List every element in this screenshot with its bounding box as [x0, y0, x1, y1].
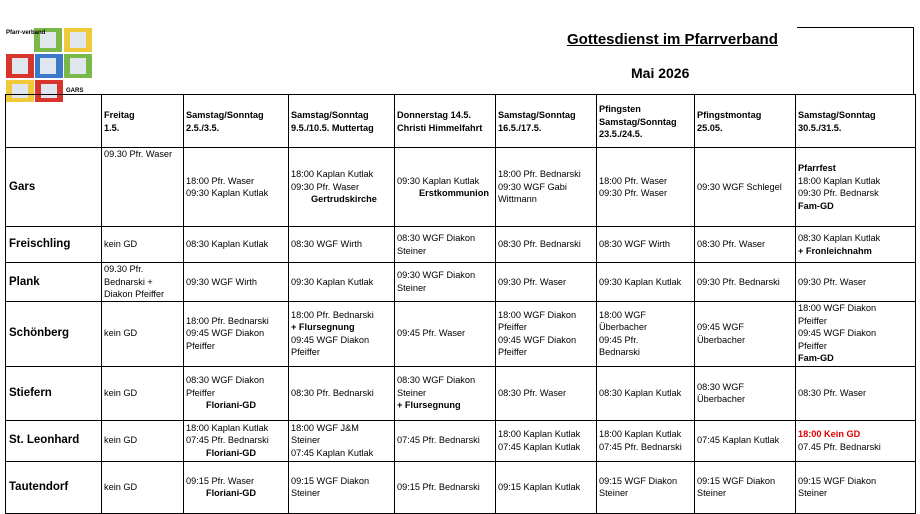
- column-header: [102, 95, 184, 148]
- service-line: 18:00 Pfr. Bednarski: [291, 309, 374, 320]
- service-line: 07:45 Kaplan Kutlak: [291, 447, 374, 458]
- column-header: [289, 95, 395, 148]
- service-line: Pfeiffer: [186, 340, 215, 351]
- service-line: Bednarski +: [104, 276, 153, 287]
- column-header-line: Samstag/Sonntag: [186, 110, 264, 120]
- service-line: 09:15 WGF Diakon: [291, 475, 370, 486]
- service-line: 07:45 Kaplan Kutlak: [498, 441, 581, 452]
- service-line: Steiner: [397, 245, 427, 256]
- service-line: Pfeiffer: [498, 322, 527, 332]
- service-cell: [597, 227, 695, 263]
- service-cell: [695, 263, 796, 302]
- service-line: 09:30 Kaplan Kutlak: [291, 276, 374, 287]
- service-line: 18:00 WGF Diakon: [798, 303, 877, 314]
- column-header-line: 30.5./31.5.: [798, 122, 842, 133]
- parish-name: Tautendorf: [6, 461, 102, 513]
- service-line: Überbacher: [599, 322, 648, 332]
- column-header-line: Pfingsten: [599, 104, 641, 114]
- svg-text:GARS: GARS: [66, 88, 84, 94]
- service-line: 09.30 Pfr.: [104, 264, 144, 274]
- service-cell: [395, 461, 496, 513]
- service-line: 07:45 Kaplan Kutlak: [697, 435, 780, 446]
- service-line: Pfeiffer: [291, 347, 320, 357]
- service-line: 18:00 Kaplan Kutlak: [599, 429, 682, 439]
- service-line: Gertrudskirche: [311, 194, 377, 205]
- document-title: Gottesdienst im Pfarrverband: [567, 31, 778, 48]
- service-cell: [102, 227, 184, 263]
- service-line: 09:15 Kaplan Kutlak: [498, 481, 581, 492]
- service-line: Pfeiffer: [498, 347, 527, 357]
- service-cell: [102, 301, 184, 366]
- table-row: [6, 461, 916, 513]
- service-line: 09:30 Pfr. Bednarsk: [798, 188, 879, 198]
- service-line: 09:30 Kaplan Kutlak: [186, 188, 269, 198]
- service-line: 18:00 Pfr. Bednarski: [498, 169, 581, 180]
- service-line: 09:15 WGF Diakon: [798, 475, 877, 486]
- table-row: [6, 263, 916, 302]
- table-row: [6, 148, 916, 227]
- service-line: + Flursegnung: [397, 400, 461, 411]
- service-line: 18:00 Pfr. Waser: [186, 175, 255, 186]
- service-cell: [184, 227, 289, 263]
- service-cell: [695, 301, 796, 366]
- table-row: [6, 301, 916, 366]
- service-cell: [395, 227, 496, 263]
- service-line: 09:30 WGF Diakon: [397, 270, 476, 281]
- service-line: 08:30 WGF Diakon: [397, 375, 476, 386]
- service-line: Fam-GD: [798, 200, 834, 211]
- service-cell: [796, 263, 916, 302]
- service-line: + Flursegnung: [291, 322, 355, 332]
- service-line: 08:30 Pfr. Waser: [798, 387, 867, 398]
- service-cell: [289, 148, 395, 227]
- service-cell: [796, 366, 916, 420]
- service-line: 09:30 Pfr. Waser: [498, 276, 567, 287]
- service-line: Floriani-GD: [206, 447, 257, 458]
- schedule-table: [5, 94, 916, 514]
- service-line: 08:30 Pfr. Bednarski: [291, 387, 374, 398]
- service-line: 18:00 Pfr. Waser: [599, 175, 668, 186]
- service-line: Pfeiffer: [798, 315, 827, 326]
- service-cell: [395, 301, 496, 366]
- service-line: Pfeiffer: [798, 340, 827, 351]
- service-cell: [395, 420, 496, 461]
- service-line: kein GD: [104, 239, 138, 250]
- service-cell: [289, 301, 395, 366]
- column-header-line: Samstag/Sonntag: [798, 110, 876, 120]
- service-line: 18:00 WGF: [599, 309, 646, 320]
- service-cell: [184, 263, 289, 302]
- column-header-line: Pfingstmontag: [697, 110, 762, 120]
- service-line: Steiner: [291, 435, 321, 446]
- parish-name: Plank: [6, 263, 102, 302]
- service-line: kein GD: [104, 481, 138, 492]
- service-line: Steiner: [798, 488, 828, 498]
- column-header-line: Samstag/Sonntag: [291, 110, 369, 120]
- service-cell: [289, 263, 395, 302]
- parish-name: Stiefern: [6, 366, 102, 420]
- service-cell: [597, 366, 695, 420]
- service-line: 07:45 Pfr. Bednarski: [599, 441, 682, 452]
- service-cell: [184, 301, 289, 366]
- header-rule: [797, 27, 914, 28]
- service-cell: [184, 461, 289, 513]
- service-line: 08:30 Pfr. Bednarski: [498, 239, 581, 250]
- service-line: kein GD: [104, 435, 138, 446]
- pfarrverband-logo: [4, 26, 94, 104]
- service-line: Diakon Pfeiffer: [104, 289, 165, 299]
- column-header-line: 2.5./3.5.: [186, 122, 220, 133]
- column-header: [597, 95, 695, 148]
- service-line: 08:30 Kaplan Kutlak: [798, 233, 881, 243]
- column-header-line: Freitag: [104, 110, 135, 120]
- service-line: 09.30 Pfr. Waser: [104, 149, 173, 159]
- service-line: 08:30 Pfr. Waser: [498, 387, 567, 398]
- service-line: 07:45 Pfr. Bednarski: [186, 435, 269, 446]
- service-line: Wittmann: [498, 194, 537, 205]
- service-cell: [395, 148, 496, 227]
- service-line: Floriani-GD: [206, 488, 257, 498]
- service-cell: [102, 461, 184, 513]
- column-header: [184, 95, 289, 148]
- service-cell: [184, 420, 289, 461]
- table-row: [6, 366, 916, 420]
- service-line: Fam-GD: [798, 353, 834, 364]
- column-header-line: Donnerstag 14.5.: [397, 110, 472, 120]
- service-cell: [796, 148, 916, 227]
- service-line: 09:45 WGF Diakon: [186, 328, 265, 339]
- service-line: 18:00 Kaplan Kutlak: [798, 175, 881, 186]
- column-header-line: 23.5./24.5.: [599, 129, 643, 139]
- column-header-line: 1.5.: [104, 122, 120, 133]
- service-line: 09:30 Pfr. Waser: [798, 276, 867, 287]
- service-line: 09:30 Pfr. Bednarski: [697, 276, 780, 287]
- service-line: 18:00 WGF J&M: [291, 422, 359, 433]
- parish-name: St. Leonhard: [6, 420, 102, 461]
- service-cell: [289, 227, 395, 263]
- service-line: 09:30 Kaplan Kutlak: [599, 276, 682, 287]
- service-line: 18:00 Kaplan Kutlak: [291, 169, 374, 180]
- service-line: 08:30 Kaplan Kutlak: [186, 239, 269, 250]
- service-line: 09:30 WGF Gabi: [498, 181, 567, 192]
- service-cell: [496, 301, 597, 366]
- table-row: [6, 420, 916, 461]
- service-cell: [496, 263, 597, 302]
- service-cell: [184, 148, 289, 227]
- service-cell: [695, 148, 796, 227]
- service-line: 08:30 WGF Wirth: [599, 239, 670, 250]
- service-line: 09:45 WGF: [697, 322, 744, 332]
- service-line: 08:30 WGF Diakon: [186, 375, 265, 386]
- service-cell: [597, 301, 695, 366]
- service-line: 09:45 WGF Diakon: [798, 328, 877, 339]
- service-line: 18:00 WGF Diakon: [498, 309, 577, 320]
- service-cell: [496, 420, 597, 461]
- column-header: [695, 95, 796, 148]
- service-line: 07:45 Pfr. Bednarski: [397, 435, 480, 446]
- service-line: kein GD: [104, 328, 138, 339]
- service-line: 08:30 WGF: [697, 381, 744, 392]
- service-line: 08:30 Kaplan Kutlak: [599, 387, 682, 398]
- service-line: 08:30 WGF Diakon: [397, 233, 476, 243]
- service-line: 08:30 Pfr. Waser: [697, 239, 766, 250]
- service-cell: [496, 148, 597, 227]
- service-line: 18:00 Kaplan Kutlak: [186, 422, 269, 433]
- service-line: 09:30 Kaplan Kutlak: [397, 175, 480, 186]
- service-line: Floriani-GD: [206, 400, 257, 411]
- service-line: 09:30 WGF Schlegel: [697, 181, 782, 192]
- parish-name: Gars: [6, 148, 102, 227]
- service-cell: [796, 227, 916, 263]
- service-cell: [395, 263, 496, 302]
- service-cell: [496, 366, 597, 420]
- service-line: Steiner: [697, 488, 727, 498]
- service-cell: [289, 366, 395, 420]
- service-cell: [695, 461, 796, 513]
- service-line: + Fronleichnahm: [798, 245, 872, 256]
- column-header-line: 25.05.: [697, 122, 723, 133]
- service-line: Steiner: [599, 488, 629, 498]
- service-cell: [796, 461, 916, 513]
- service-cell: [395, 366, 496, 420]
- corner-cell: [6, 95, 102, 148]
- service-line: 18:00 Kein GD: [798, 429, 861, 439]
- service-line: Steiner: [397, 387, 427, 398]
- service-line: 09:15 Pfr. Bednarski: [397, 481, 480, 492]
- service-cell: [597, 461, 695, 513]
- service-line: Pfarrfest: [798, 163, 836, 173]
- column-header-line: 9.5./10.5. Muttertag: [291, 122, 374, 133]
- service-line: 09:15 WGF Diakon: [697, 475, 776, 486]
- service-line: 09:45 WGF Diakon: [291, 334, 370, 345]
- column-header-line: Samstag/Sonntag: [498, 110, 576, 120]
- service-line: 08:30 WGF Wirth: [291, 239, 362, 250]
- header-row: [6, 95, 916, 148]
- service-cell: [597, 263, 695, 302]
- month-heading: Mai 2026: [631, 65, 690, 81]
- column-header: [395, 95, 496, 148]
- service-line: kein GD: [104, 387, 138, 398]
- column-header: [496, 95, 597, 148]
- parish-name: Schönberg: [6, 301, 102, 366]
- header-border: [913, 27, 914, 95]
- service-line: Erstkommunion: [419, 188, 489, 198]
- service-line: 09:30 WGF Wirth: [186, 276, 257, 287]
- service-cell: [796, 420, 916, 461]
- service-line: 09:30 Pfr. Waser: [291, 181, 360, 192]
- column-header: [796, 95, 916, 148]
- service-line: 09:30 Pfr. Waser: [599, 188, 668, 198]
- service-cell: [289, 420, 395, 461]
- service-line: 07.45 Pfr. Bednarski: [798, 441, 881, 452]
- service-line: Überbacher: [697, 394, 746, 404]
- service-cell: [496, 227, 597, 263]
- parish-name: Freischling: [6, 227, 102, 263]
- service-line: Überbacher: [697, 334, 746, 345]
- column-header-line: 16.5./17.5.: [498, 122, 542, 133]
- service-cell: [496, 461, 597, 513]
- service-cell: [597, 420, 695, 461]
- column-header-line: Samstag/Sonntag: [599, 116, 677, 127]
- service-line: 18:00 Kaplan Kutlak: [498, 429, 581, 439]
- service-line: 09:45 Pfr. Waser: [397, 328, 466, 339]
- service-cell: [102, 148, 184, 227]
- service-line: Bednarski: [599, 347, 640, 357]
- service-cell: [102, 420, 184, 461]
- service-cell: [796, 301, 916, 366]
- service-cell: [695, 227, 796, 263]
- table-row: [6, 227, 916, 263]
- service-line: 09:45 WGF Diakon: [498, 334, 577, 345]
- service-line: Steiner: [397, 282, 427, 293]
- service-line: Steiner: [291, 488, 321, 498]
- service-cell: [102, 366, 184, 420]
- service-line: 09:45 Pfr.: [599, 334, 639, 345]
- service-line: Pfeiffer: [186, 387, 215, 398]
- service-cell: [289, 461, 395, 513]
- service-line: 09:15 Pfr. Waser: [186, 475, 255, 486]
- service-line: 18:00 Pfr. Bednarski: [186, 315, 269, 326]
- svg-text:Pfarr-verband: Pfarr-verband: [6, 30, 46, 36]
- service-cell: [695, 366, 796, 420]
- service-cell: [184, 366, 289, 420]
- service-cell: [695, 420, 796, 461]
- column-header-line: Christi Himmelfahrt: [397, 122, 483, 133]
- service-cell: [597, 148, 695, 227]
- service-line: 09:15 WGF Diakon: [599, 475, 678, 486]
- service-cell: [102, 263, 184, 302]
